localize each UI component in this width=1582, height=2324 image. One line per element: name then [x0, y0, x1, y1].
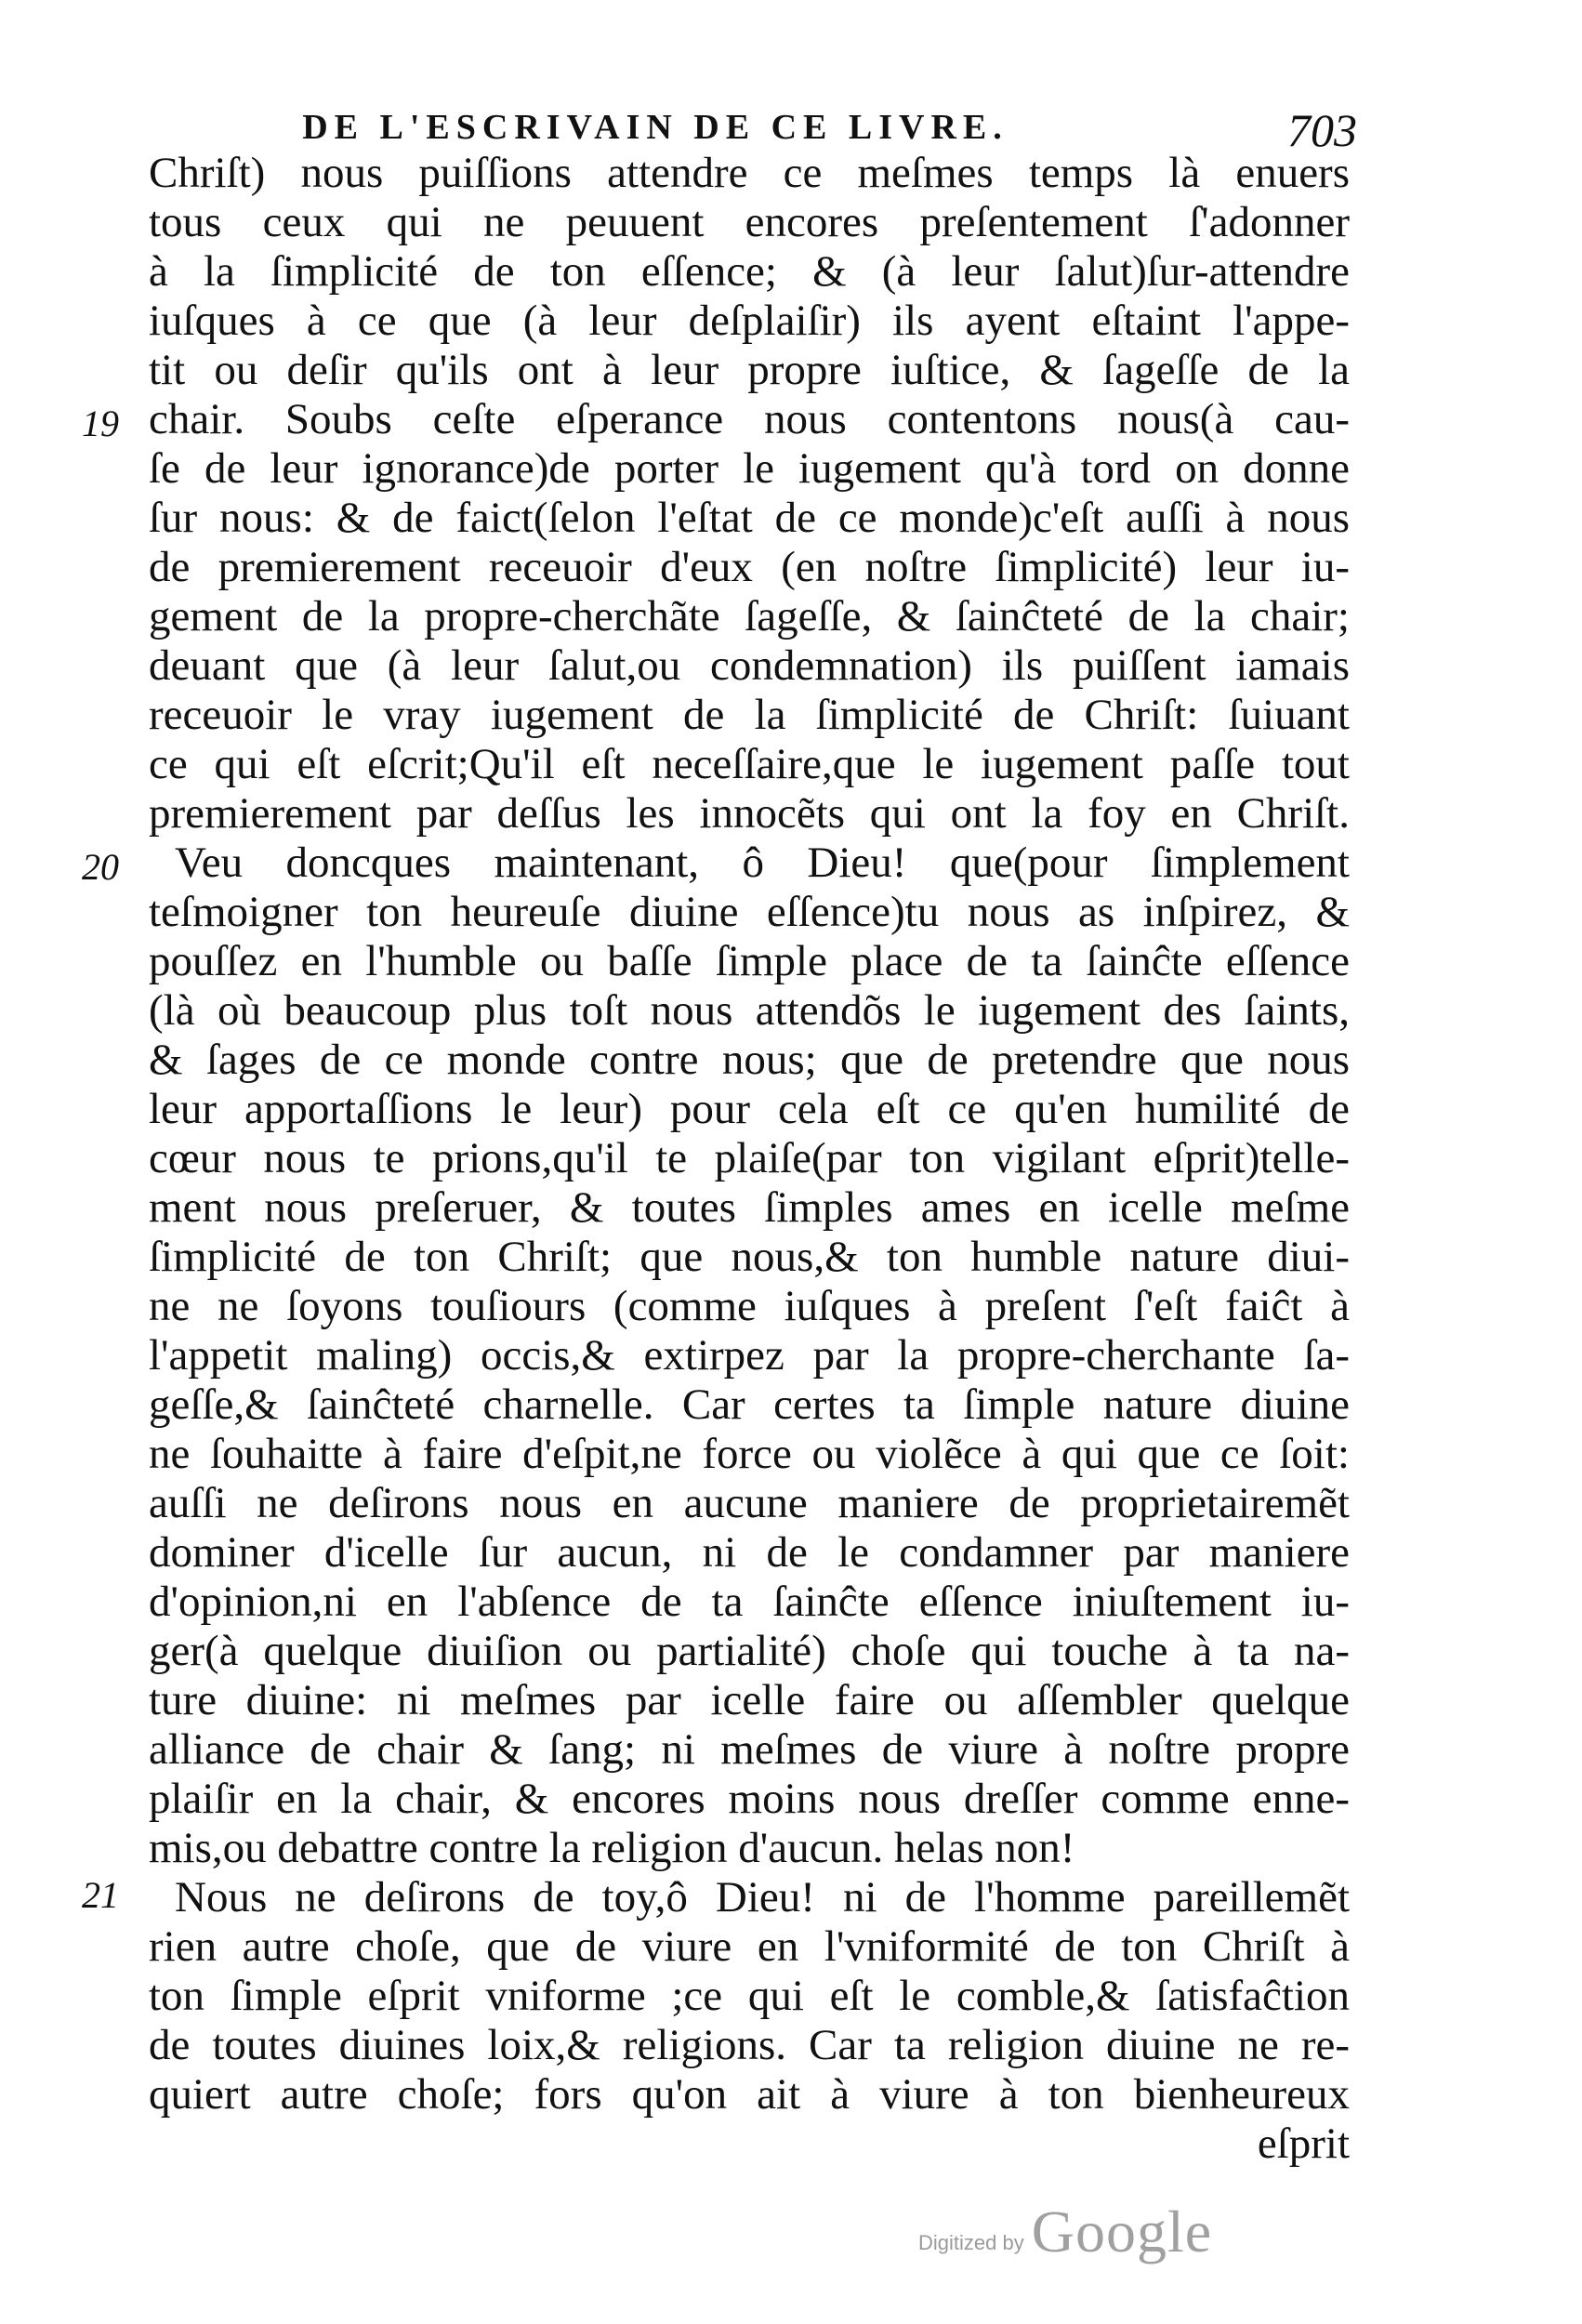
margin-number-19: 19	[82, 403, 119, 444]
text-line: quiert autre choſe; fors qu'on ait à viure à ton bienheureux	[149, 2070, 1350, 2119]
text-line: & ſages de ce monde contre nous; que de pretendre que nous	[149, 1036, 1350, 1084]
text-line: leur apportaſſions le leur) pour cela eſt ce qu'en humilité de	[149, 1085, 1350, 1133]
text-line: pouſſez en l'humble ou baſſe ſimple place de ta ſainĉte eſſence	[149, 937, 1350, 985]
text-line: mis,ou debattre contre la religion d'aucun. helas non!	[149, 1824, 1075, 1872]
catchword: eſprit	[1257, 2119, 1350, 2168]
digitized-watermark	[918, 2201, 1212, 2266]
text-line: ſe de leur ignorance)de porter le iugement qu'à tord on donne	[149, 444, 1350, 493]
text-line: de premierement receuoir d'eux (en noſtre ſimplicité) leur iu-	[149, 543, 1350, 591]
text-line: à la ſimplicité de ton eſſence; & (à leur ſalut)ſur-attendre	[149, 247, 1350, 296]
text-line: deuant que (à leur ſalut,ou condemnation) ils puiſſent iamais	[149, 641, 1350, 690]
text-line: Nous ne deſirons de toy,ô Dieu! ni de l'homme pareillemẽt	[175, 1873, 1350, 1921]
text-line: premierement par deſſus les innocẽts qui ont la foy en Chriſt.	[149, 789, 1350, 838]
body-text	[149, 149, 1350, 2169]
text-line: Veu doncques maintenant, ô Dieu! que(pour ſimplement	[175, 838, 1350, 887]
text-line: rien autre choſe, que de viure en l'vniformité de ton Chriſt à	[149, 1922, 1350, 1971]
text-line: (là où beaucoup plus toſt nous attendõs le iugement des ſaints,	[149, 986, 1350, 1035]
text-line: de toutes diuines loix,& religions. Car ta religion diuine ne re-	[149, 2021, 1350, 2069]
watermark-prefix: Digitized by	[918, 2231, 1024, 2254]
page-header	[121, 104, 1357, 156]
text-line: tit ou deſir qu'ils ont à leur propre iuſtice, & ſageſſe de la	[149, 346, 1350, 394]
text-line: receuoir le vray iugement de la ſimplicité de Chriſt: ſuiuant	[149, 691, 1350, 739]
text-line: ce qui eſt eſcrit;Qu'il eſt neceſſaire,que le iugement paſſe tout	[149, 740, 1350, 788]
text-line: ture diuine: ni meſmes par icelle faire ou aſſembler quelque	[149, 1676, 1350, 1724]
text-line: gement de la propre-cherchãte ſageſſe, & ſainĉteté de la chair;	[149, 592, 1350, 640]
text-line: dominer d'icelle ſur aucun, ni de le condamner par maniere	[149, 1528, 1350, 1577]
text-line: cœur nous te prions,qu'il te plaiſe(par ton vigilant eſprit)telle-	[149, 1134, 1350, 1182]
text-line: Chriſt) nous puiſſions attendre ce meſmes temps là enuers	[149, 149, 1350, 197]
text-line: iuſques à ce que (à leur deſplaiſir) ils ayent eſtaint l'appe-	[149, 297, 1350, 345]
margin-number-21: 21	[82, 1874, 119, 1916]
text-line: geſſe,& ſainĉteté charnelle. Car certes ta ſimple nature diuine	[149, 1380, 1350, 1429]
text-line: chair. Soubs ceſte eſperance nous contentons nous(à cau-	[149, 395, 1350, 443]
text-line: plaiſir en la chair, & encores moins nous dreſſer comme enne-	[149, 1775, 1350, 1823]
page-number: 703	[1287, 104, 1357, 156]
text-line: l'appetit maling) occis,& extirpez par la propre-cherchante ſa-	[149, 1331, 1350, 1380]
margin-number-20: 20	[82, 846, 119, 888]
text-line: ſimplicité de ton Chriſt; que nous,& ton humble nature diui-	[149, 1233, 1350, 1281]
text-line: ton ſimple eſprit vniforme ;ce qui eſt le comble,& ſatisfaĉtion	[149, 1972, 1350, 2020]
text-line: ne ſouhaitte à faire d'eſpit,ne force ou violẽce à qui que ce ſoit:	[149, 1430, 1350, 1478]
text-line: ſur nous: & de faict(ſelon l'eſtat de ce monde)c'eſt auſſi à nous	[149, 494, 1350, 542]
text-line: ne ne ſoyons touſiours (comme iuſques à preſent ſ'eſt faiĉt à	[149, 1282, 1350, 1330]
text-line: ment nous preſeruer, & toutes ſimples ames en icelle meſme	[149, 1183, 1350, 1232]
text-line: ger(à quelque diuiſion ou partialité) choſe qui touche à ta na-	[149, 1627, 1350, 1675]
google-logo: Google	[1031, 2199, 1213, 2265]
running-head: DE L'ESCRIVAIN DE CE LIVRE.	[302, 108, 1009, 147]
text-line: d'opinion,ni en l'abſence de ta ſainĉte eſſence iniuſtement iu-	[149, 1578, 1350, 1626]
text-line: auſſi ne deſirons nous en aucune maniere de proprietairemẽt	[149, 1479, 1350, 1527]
text-line: alliance de chair & ſang; ni meſmes de viure à noſtre propre	[149, 1725, 1350, 1774]
text-line: tous ceux qui ne peuuent encores preſentement ſ'adonner	[149, 198, 1350, 246]
text-line: teſmoigner ton heureuſe diuine eſſence)tu nous as inſpirez, &	[149, 888, 1350, 936]
